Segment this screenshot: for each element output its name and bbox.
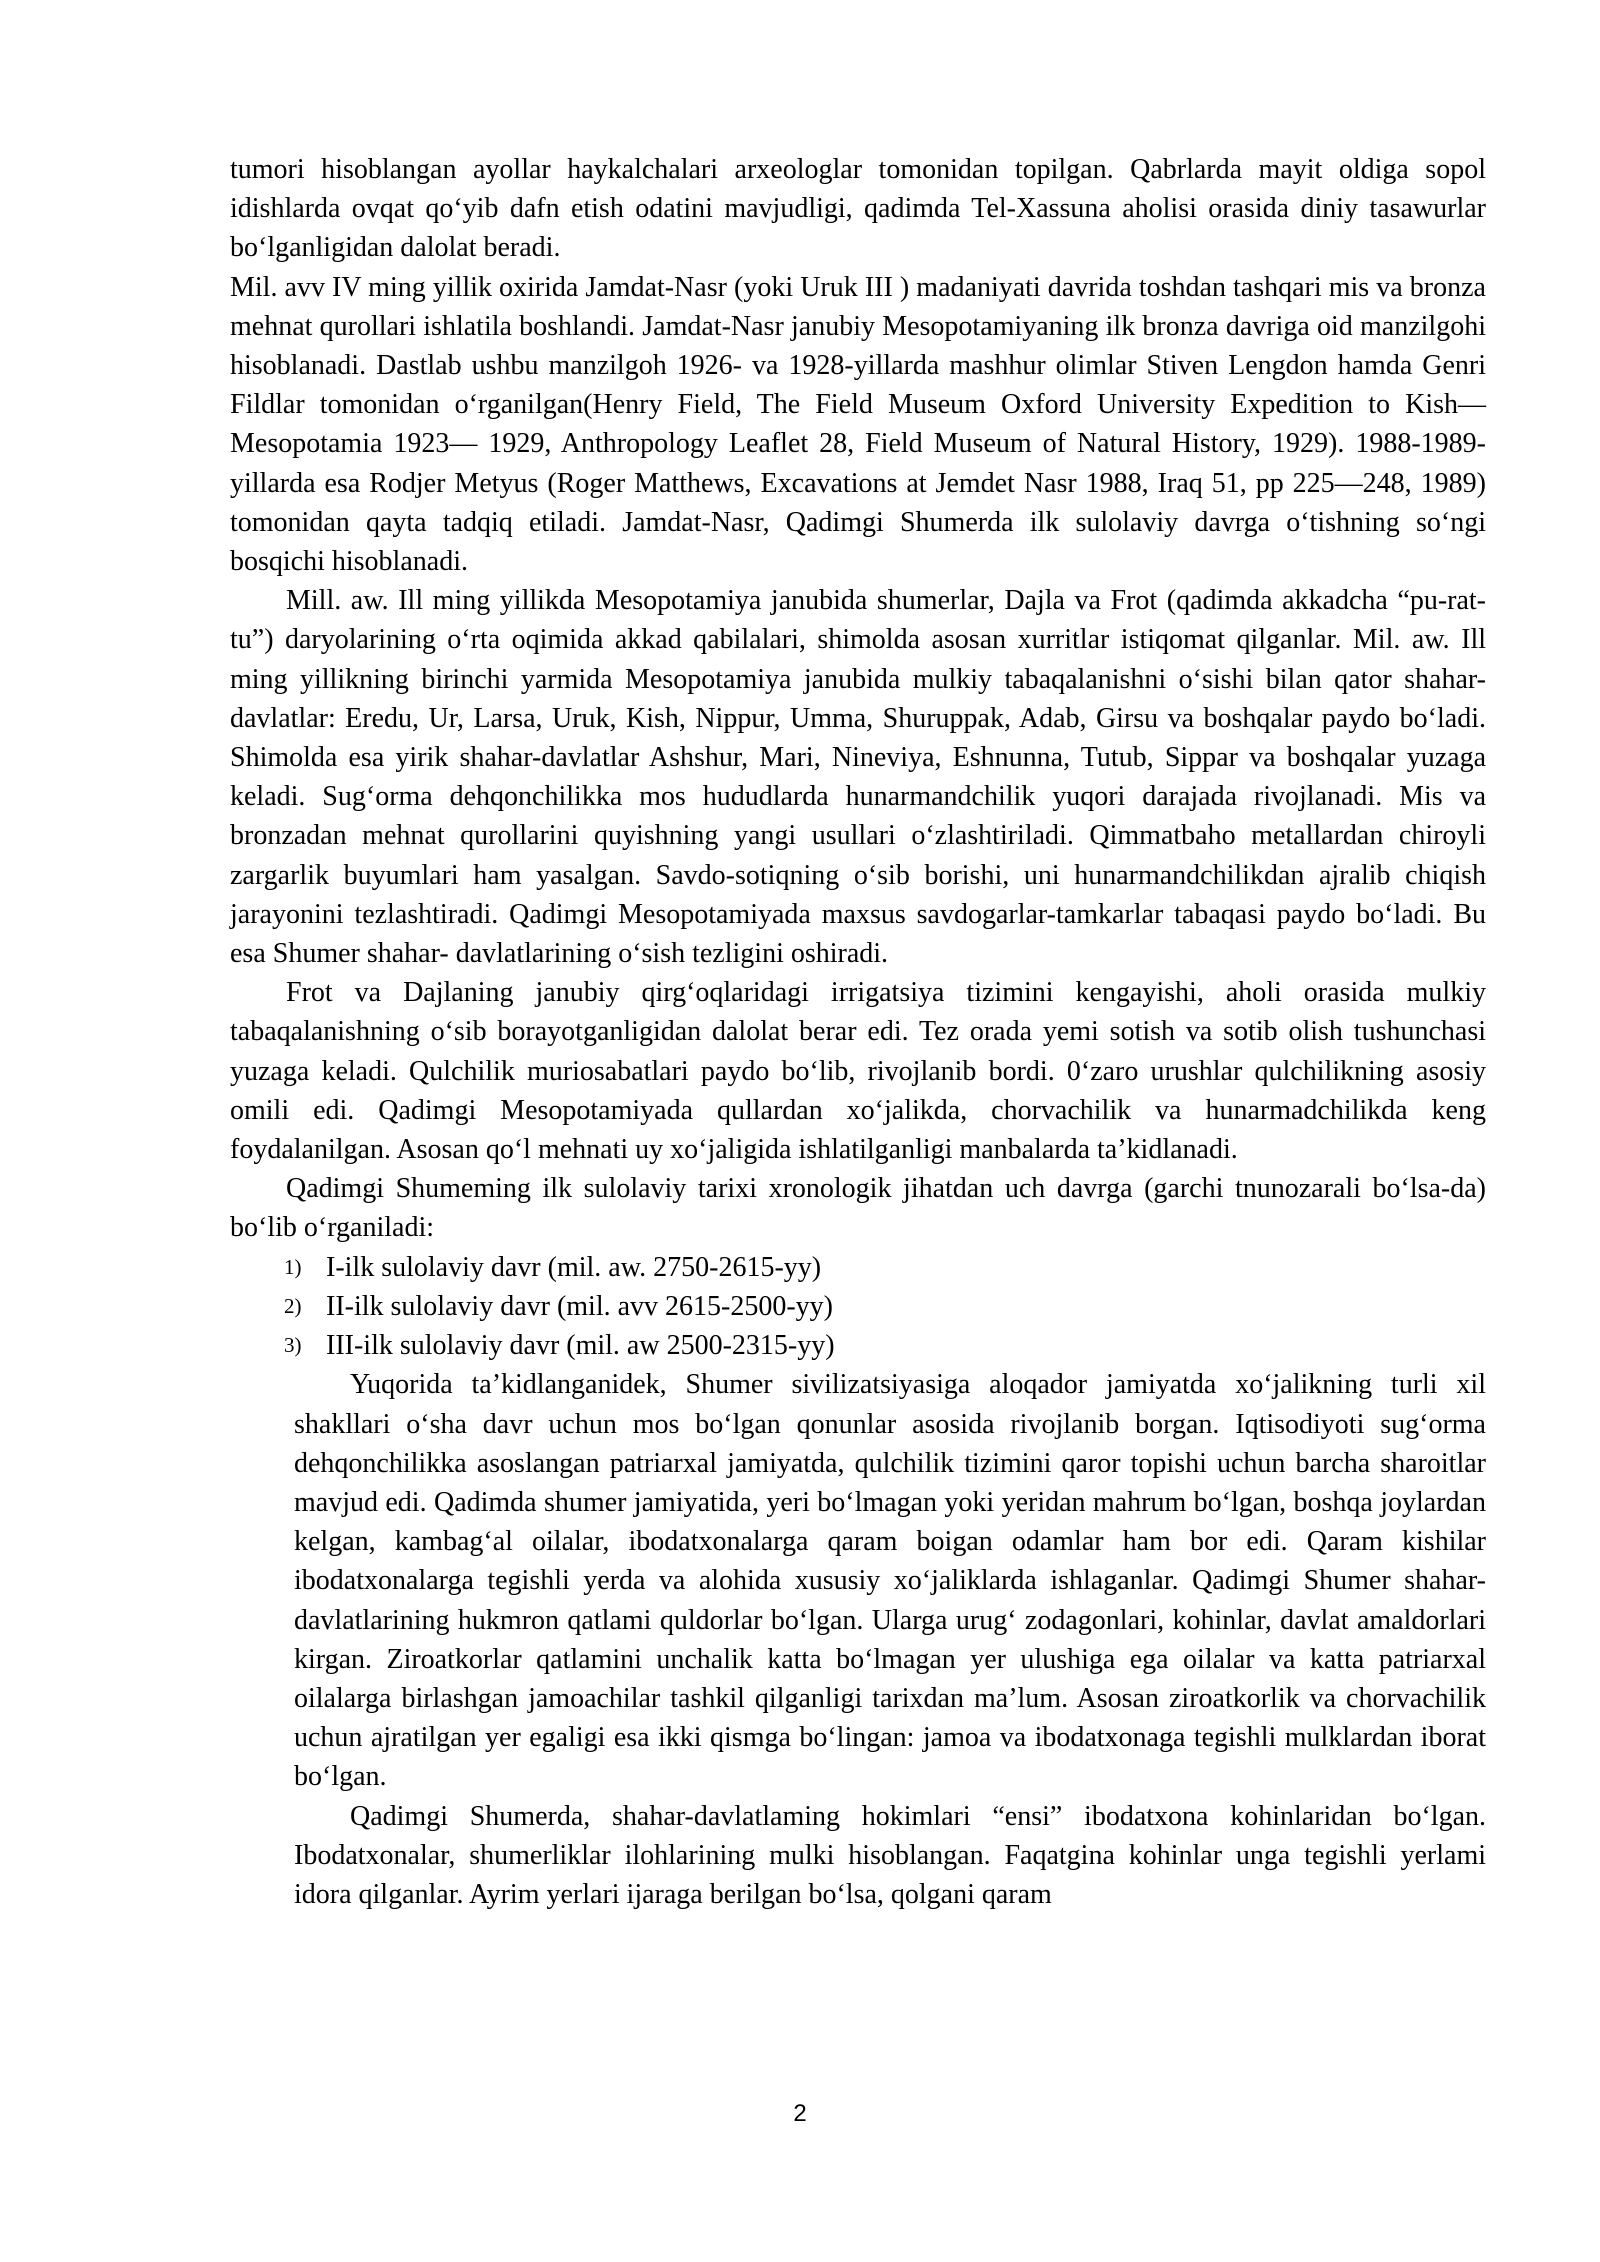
list-number: 3) [284, 1333, 302, 1358]
list-item-text: II-ilk sulolaviy davr (mil. avv 2615-2500-yy) [326, 1290, 834, 1322]
paragraph: Qadimgi Shumerda, shahar-davlatlaming hokimlari “ensi” ibodatxona kohinlaridan bo‘lgan. Ibodatxonalar, shumerliklar ilohlarining mulki hisoblangan. Faqatgina kohinlar unga tegishli yerlami idora qilganlar. Ayrim yerlari ijaraga berilgan bo‘lsa, qolgani qaram [294, 1800, 1486, 1910]
list-item-text: I-ilk sulolaviy davr (mil. aw. 2750-2615-yy) [326, 1251, 822, 1283]
period-list [230, 1248, 1486, 1366]
page-number: 2 [793, 2100, 807, 2127]
list-number: 1) [284, 1254, 302, 1279]
body-text [230, 150, 1486, 1914]
paragraph: Qadimgi Shumeming ilk sulolaviy tarixi xronologik jihatdan uch davrga (garchi tnunozarali bo‘lsa-da) bo‘lib o‘rganiladi: [230, 1173, 1486, 1244]
list-item [230, 1287, 1486, 1326]
paragraph: tumori hisoblangan ayollar haykalchalari arxeologlar tomonidan topilgan. Qabrlarda mayit oldiga sopol idishlarda ovqat qo‘yib dafn etish odatini mavjudligi, qadimda Tel-Xassuna aholisi orasida diniy tasawurlar bo‘lganligidan dalolat beradi. [230, 154, 1486, 264]
list-item [230, 1248, 1486, 1287]
paragraph: Mill. aw. Ill ming yillikda Mesopotamiya janubida shumerlar, Dajla va Frot (qadimda akkadcha “pu-rat-tu”) daryolarining o‘rta oqimida akkad qabilalari, shimolda asosan xurritlar istiqomat qilganlar. Mil. aw. Ill ming yillikning birinchi yarmida Mesopotamiya janubida mulkiy tabaqalanishni o‘sishi bilan qator shahar-davlatlar: Eredu, Ur, Larsa, Uruk, Kish, Nippur, Umma, Shuruppak, Adab, Girsu va boshqalar paydo bo‘ladi. Shimolda esa yirik shahar-davlatlar Ashshur, Mari, Nineviya, Eshnunna, Tutub, Sippar va boshqalar yuzaga keladi. Sug‘orma dehqonchilikka mos hududlarda hunarmandchilik yuqori darajada rivojlanadi. Mis va bronzadan mehnat qurollarini quyishning yangi usullari o‘zlashtiriladi. Qimmatbaho metallardan chiroyli zargarlik buyumlari ham yasalgan. Savdo-sotiqning o‘sib borishi, uni hunarmandchilikdan ajralib chiqish jarayonini tezlashtiradi. Qadimgi Mesopotamiyada maxsus savdogarlar-tamkarlar tabaqasi paydo bo‘ladi. Bu esa Shumer shahar- davlatlarining o‘sish tezligini oshiradi. [230, 585, 1486, 970]
list-item [230, 1326, 1486, 1365]
paragraph: Frot va Dajlaning janubiy qirg‘oqlaridagi irrigatsiya tizimini kengayishi, aholi orasida mulkiy tabaqalanishning o‘sib borayotganligidan dalolat berar edi. Tez orada yemi sotish va sotib olish tushunchasi yuzaga keladi. Qulchilik muriosabatlari paydo bo‘lib, rivojlanib bordi. 0‘zaro urushlar qulchilikning asosiy omili edi. Qadimgi Mesopotamiyada qullardan xo‘jalikda, chorvachilik va hunarmadchilikda keng foydalanilgan. Asosan qo‘l mehnati uy xo‘jaligida ishlatilganligi manbalarda ta’kidlanadi. [230, 977, 1486, 1166]
paragraph: Yuqorida ta’kidlanganidek, Shumer sivilizatsiyasiga aloqador jamiyatda xo‘jalikning turli xil shakllari o‘sha davr uchun mos bo‘lgan qonunlar asosida rivojlanib borgan. Iqtisodiyoti sug‘orma dehqonchilikka asoslangan patriarxal jamiyatda, qulchilik tizimini qaror topishi uchun barcha sharoitlar mavjud edi. Qadimda shumer jamiyatida, yeri bo‘lmagan yoki yeridan mahrum bo‘lgan, boshqa joylardan kelgan, kambag‘al oilalar, ibodatxonalarga qaram boigan odamlar ham bor edi. Qaram kishilar ibodatxonalarga tegishli yerda va alohida xususiy xo‘jaliklarda ishlaganlar. Qadimgi Shumer shahar- davlatlarining hukmron qatlami quldorlar bo‘lgan. Ularga urug‘ zodagonlari, kohinlar, davlat amaldorlari kirgan. Ziroatkorlar qatlamini unchalik katta bo‘lmagan yer ulushiga ega oilalar va katta patriarxal oilalarga birlashgan jamoachilar tashkil qilganligi tarixdan ma’lum. Asosan ziroatkorlik va chorvachilik uchun ajratilgan yer egaligi esa ikki qismga bo‘lingan: jamoa va ibodatxonaga tegishli mulklardan iborat bo‘lgan. [294, 1369, 1486, 1793]
paragraph: Mil. avv IV ming yillik oxirida Jamdat-Nasr (yoki Uruk III ) madaniyati davrida toshdan tashqari mis va bronza mehnat qurollari ishlatila boshlandi. Jamdat-Nasr janubiy Mesopotamiyaning ilk bronza davriga oid manzilgohi hisoblanadi. Dastlab ushbu manzilgoh 1926- va 1928-yillarda mashhur olimlar Stiven Lengdon hamda Genri Fildlar tomonidan o‘rganilgan(Henry Field, The Field Museum Oxford University Expedition to Kish— Mesopotamia 1923— 1929, Anthropology Leaflet 28, Field Museum of Natural History, 1929). 1988-1989-yillarda esa Rodjer Metyus (Roger Matthews, Excavations at Jemdet Nasr 1988, Iraq 51, pp 225—248, 1989) tomonidan qayta tadqiq etiladi. Jamdat-Nasr, Qadimgi Shumerda ilk sulolaviy davrga o‘tishning so‘ngi bosqichi hisoblanadi. [230, 271, 1486, 578]
indented-section [230, 1365, 1486, 1914]
list-number: 2) [284, 1293, 302, 1318]
list-item-text: III-ilk sulolaviy davr (mil. aw 2500-2315-yy) [326, 1330, 835, 1362]
